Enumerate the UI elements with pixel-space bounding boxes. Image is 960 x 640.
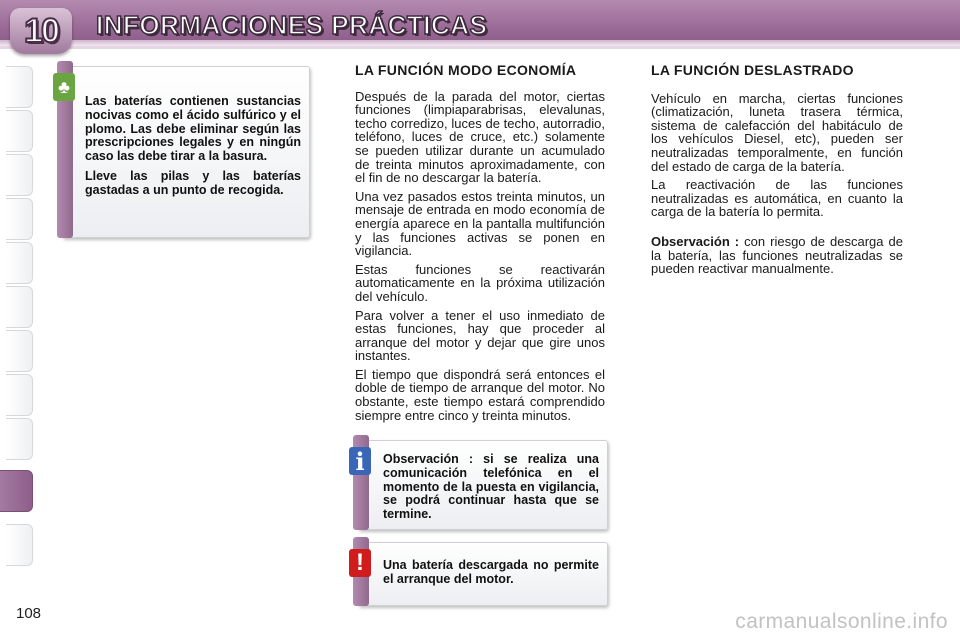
chapter-tab[interactable] — [6, 110, 33, 152]
eco-note-text — [85, 95, 301, 204]
page-number: 108 — [16, 605, 42, 622]
chapter-tab-active[interactable] — [0, 470, 33, 512]
chapter-title: INFORMACIONES PRÁCTICAS — [96, 10, 488, 40]
chapter-tab[interactable] — [6, 330, 33, 372]
economy-section — [355, 64, 605, 427]
shedding-observation-label: Observación : — [651, 233, 740, 249]
info-note-label: Observación : — [383, 452, 474, 466]
shedding-section-title: LA FUNCIÓN DESLASTRADO — [651, 62, 854, 78]
chapter-tab[interactable] — [6, 198, 33, 240]
chapter-tab[interactable] — [6, 374, 33, 416]
eco-leaf-icon: ♣ — [53, 73, 75, 101]
shedding-paragraph: La reactivación de las funciones neutralizadas es automática, en cuanto la carga de la batería lo permita. — [651, 177, 903, 220]
shedding-observation-text: con riesgo de descarga de la batería, las funciones neutralizadas se pueden reactivar manualmente. — [651, 233, 903, 277]
chapter-thumb-tabs — [0, 60, 40, 580]
economy-paragraph: Después de la parada del motor, ciertas funciones (limpiaparabrisas, elevalunas, techo corredizo, luces de techo, autorradio, teléfono, luces de cruce, etc.) solamente se pueden utilizar durante un acumulado de treinta minutos aproximadamente, con el fin de no descargar la batería. — [355, 88, 605, 186]
shedding-section — [651, 64, 903, 281]
shedding-paragraph: Vehículo en marcha, ciertas funciones (climatización, luneta trasera térmica, sistema de calefacción del habitáculo de los vehículos Diesel, etc), pueden ser neutralizadas temporalmente, en función del estado de carga de la batería. — [651, 90, 903, 174]
eco-note-box — [58, 66, 310, 238]
chapter-number-badge: 10 — [10, 8, 72, 54]
info-note-box — [355, 440, 608, 530]
economy-section-title: LA FUNCIÓN MODO ECONOMÍA — [355, 62, 577, 78]
warning-exclamation-icon: ! — [349, 549, 371, 577]
eco-note-lead: Las baterías contienen sustancias nocivas como el ácido sulfúrico y el plomo. — [85, 94, 301, 136]
economy-paragraph: El tiempo que dispondrá será entonces el doble de tiempo de arranque del motor. No obstante, este tiempo estará comprendido siempre entre cinco y treinta minutos. — [355, 366, 605, 423]
chapter-tab[interactable] — [6, 524, 33, 566]
info-icon: i — [349, 447, 371, 475]
info-note-text — [383, 453, 599, 522]
chapter-tab[interactable] — [6, 242, 33, 284]
economy-paragraph: Una vez pasados estos treinta minutos, un mensaje de entrada en modo economía de energía aparece en la pantalla multifunción y las funciones activas se ponen en vigilancia. — [355, 188, 605, 259]
chapter-tab[interactable] — [6, 154, 33, 196]
chapter-tab[interactable] — [6, 286, 33, 328]
info-note-body: si se realiza una comunicación telefónica en el momento de la puesta en vigilancia, se podrá continuar hasta que se termine. — [383, 452, 599, 522]
economy-paragraph: Para volver a tener el uso inmediato de estas funciones, hay que proceder al arranque del motor y dejar que gire unos instantes. — [355, 307, 605, 364]
eco-note-rest: Las debe eliminar según las prescripciones legales y en ningún caso las debe tirar a la basura. — [85, 121, 301, 164]
chapter-tab[interactable] — [6, 66, 33, 108]
warning-note-box — [358, 542, 608, 606]
warning-note-text: Una batería descargada no permite el arranque del motor. — [383, 558, 599, 586]
economy-paragraph: Estas funciones se reactivarán automaticamente en la próxima utilización del vehículo. — [355, 261, 605, 304]
chapter-tab[interactable] — [6, 418, 33, 460]
shedding-observation — [651, 235, 903, 276]
eco-note-paragraph2: Lleve las pilas y las baterías gastadas a un punto de recogida. — [85, 168, 301, 197]
watermark: carmanualsonline.info — [735, 610, 948, 633]
